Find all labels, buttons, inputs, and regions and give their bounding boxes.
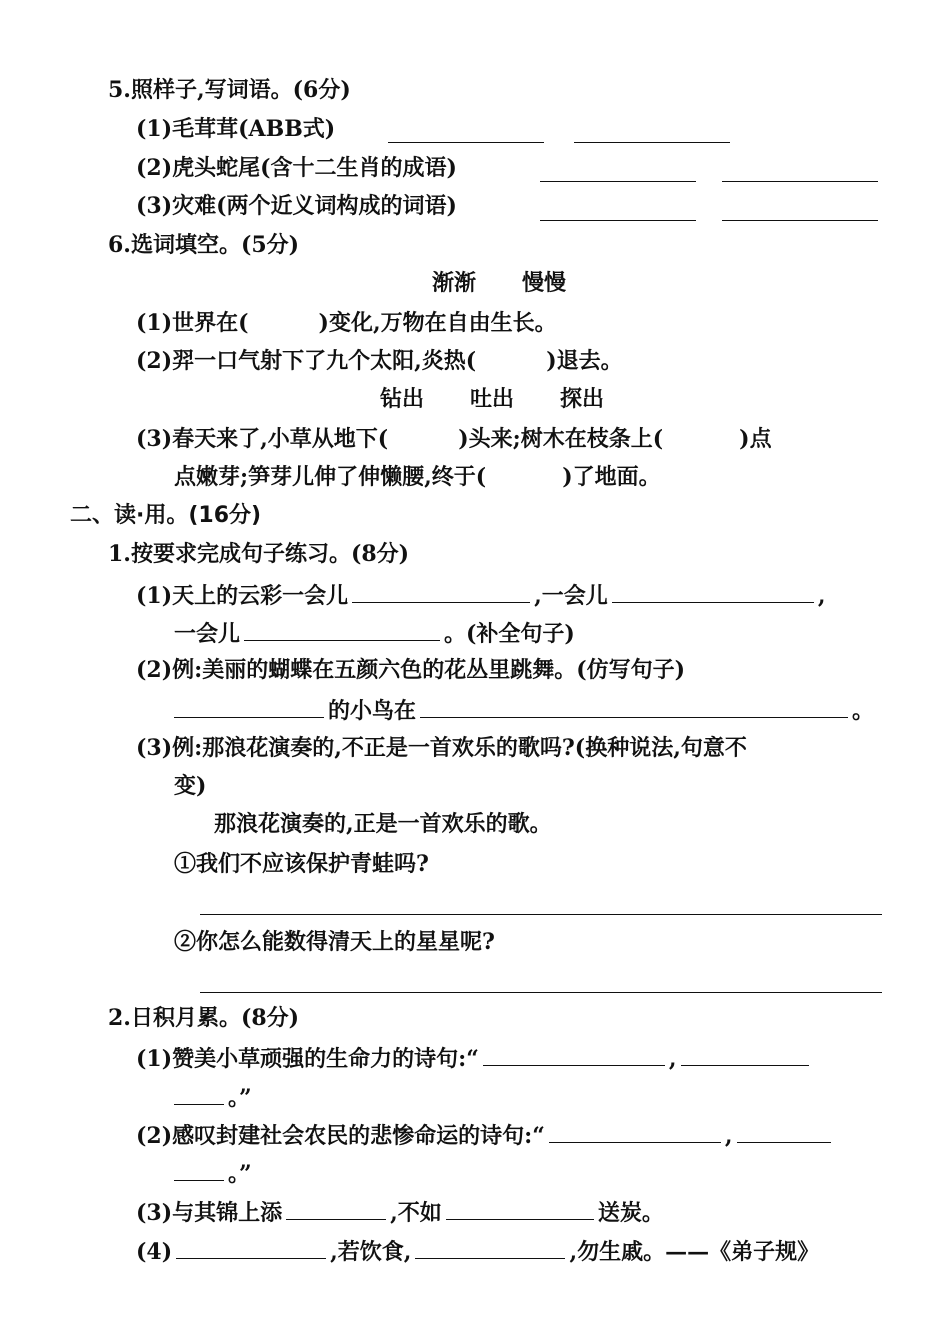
q6-item-2 bbox=[136, 347, 623, 375]
r2-item-1 bbox=[136, 1043, 813, 1073]
r1-1-b: ,一会儿 bbox=[534, 583, 608, 609]
r1-2-b: 的小鸟在 bbox=[328, 698, 417, 724]
r2-item-1-cont bbox=[174, 1082, 252, 1112]
q6-3-c: )点 bbox=[739, 426, 772, 452]
r1-item-3-q2: ②你怎么能数得清天上的星星呢? bbox=[174, 929, 495, 955]
r2-1-blank-2[interactable] bbox=[681, 1043, 809, 1066]
r1-1-a: (1)天上的云彩一会儿 bbox=[136, 583, 349, 609]
r1-1-blank-3[interactable] bbox=[244, 618, 440, 641]
section-2-title: 二、读·用。(16分) bbox=[70, 503, 262, 528]
q5-1-answer-2[interactable] bbox=[574, 142, 730, 143]
r2-item-4 bbox=[136, 1236, 819, 1266]
r2-item-3 bbox=[136, 1197, 664, 1227]
q6-2-post: )退去。 bbox=[546, 348, 623, 374]
r2-3-b: ,不如 bbox=[390, 1200, 442, 1226]
option-jianjian: 渐渐 bbox=[432, 270, 477, 296]
q6-3-a: (3)春天来了,小草从地下( bbox=[136, 426, 389, 452]
q6-2-pre: (2)羿一口气射下了九个太阳,炎热( bbox=[136, 348, 477, 374]
r1-item-1 bbox=[136, 580, 825, 610]
q5-3-answer-1[interactable] bbox=[540, 220, 696, 221]
q5-item-3: (3)灾难(两个近义词构成的词语) bbox=[136, 193, 457, 219]
r1-item-2: (2)例:美丽的蝴蝶在五颜六色的花丛里跳舞。(仿写句子) bbox=[136, 657, 686, 683]
r1-item-2-answer bbox=[174, 695, 874, 725]
r2-2-b: , bbox=[724, 1123, 733, 1149]
q6-title: 6.选词填空。(5分) bbox=[108, 232, 300, 258]
r2-item-2-cont bbox=[174, 1158, 252, 1188]
q5-1-answer-1[interactable] bbox=[388, 142, 544, 143]
r1-item-1-cont bbox=[174, 618, 575, 648]
r1-1-d: 一会儿 bbox=[174, 621, 241, 647]
r2-2-c: 。” bbox=[228, 1161, 252, 1187]
r1-item-3-q1: ①我们不应该保护青蛙吗? bbox=[174, 851, 429, 877]
r2-3-blank-1[interactable] bbox=[286, 1197, 386, 1220]
q6-word-options-1 bbox=[432, 269, 612, 297]
option-zuanchu: 钻出 bbox=[380, 386, 425, 412]
r1-item-3-example: 那浪花演奏的,正是一首欢乐的歌。 bbox=[214, 811, 552, 837]
r2-1-a: (1)赞美小草顽强的生命力的诗句:“ bbox=[136, 1046, 479, 1072]
q6-1-pre: (1)世界在( bbox=[136, 310, 249, 336]
q6-item-3 bbox=[136, 425, 772, 453]
r1-3-q1-answer-line[interactable] bbox=[200, 914, 882, 915]
r1-1-blank-2[interactable] bbox=[612, 580, 814, 603]
q5-item-2: (2)虎头蛇尾(含十二生肖的成语) bbox=[136, 155, 457, 181]
r2-title: 2.日积月累。(8分) bbox=[108, 1005, 300, 1031]
r1-2-blank-1[interactable] bbox=[174, 695, 324, 718]
r1-item-3-cont: 变) bbox=[174, 773, 207, 799]
r2-4-blank-1[interactable] bbox=[176, 1236, 326, 1259]
r1-title: 1.按要求完成句子练习。(8分) bbox=[108, 541, 410, 567]
r1-3-q2-answer-line[interactable] bbox=[200, 992, 882, 993]
option-manman: 慢慢 bbox=[522, 270, 567, 296]
r2-1-b: , bbox=[668, 1046, 677, 1072]
r2-3-c: 送炭。 bbox=[597, 1200, 664, 1226]
r1-1-e: 。(补全句子) bbox=[444, 621, 575, 647]
q5-title: 5.照样子,写词语。(6分) bbox=[108, 77, 351, 103]
q6-item-1 bbox=[136, 309, 557, 337]
q6-word-options-2 bbox=[380, 385, 650, 413]
r2-3-a: (3)与其锦上添 bbox=[136, 1200, 283, 1226]
r2-3-blank-2[interactable] bbox=[446, 1197, 594, 1220]
q6-1-post: )变化,万物在自由生长。 bbox=[318, 310, 557, 336]
r1-2-blank-2[interactable] bbox=[420, 695, 848, 718]
r2-1-blank-1[interactable] bbox=[483, 1043, 665, 1066]
q6-3-b: )头来;树木在枝条上( bbox=[458, 426, 664, 452]
r1-2-c: 。 bbox=[852, 698, 875, 724]
r1-1-blank-1[interactable] bbox=[352, 580, 530, 603]
q6-3-d: 点嫩芽;笋芽儿伸了伸懒腰,终于( bbox=[174, 464, 487, 490]
r2-2-a: (2)感叹封建社会农民的悲惨命运的诗句:“ bbox=[136, 1123, 545, 1149]
option-tuchu: 吐出 bbox=[470, 386, 515, 412]
r1-1-c: , bbox=[817, 583, 826, 609]
q6-3-e: )了地面。 bbox=[562, 464, 661, 490]
option-tanchu: 探出 bbox=[560, 386, 605, 412]
r2-item-2 bbox=[136, 1120, 835, 1150]
r1-item-3: (3)例:那浪花演奏的,不正是一首欢乐的歌吗?(换种说法,句意不 bbox=[136, 735, 747, 761]
q5-3-answer-2[interactable] bbox=[722, 220, 878, 221]
q6-item-3-cont bbox=[174, 463, 661, 491]
q5-2-answer-2[interactable] bbox=[722, 181, 878, 182]
r2-4-c: ,勿生戚。——《弟子规》 bbox=[569, 1239, 820, 1265]
q5-item-1: (1)毛茸茸(ABB式) bbox=[136, 116, 336, 142]
r2-2-blank-1[interactable] bbox=[549, 1120, 721, 1143]
r2-2-blank-3[interactable] bbox=[174, 1158, 224, 1181]
r2-1-blank-3[interactable] bbox=[174, 1082, 224, 1105]
r2-2-blank-2[interactable] bbox=[737, 1120, 831, 1143]
r2-4-a: (4) bbox=[136, 1239, 173, 1265]
q5-2-answer-1[interactable] bbox=[540, 181, 696, 182]
r2-4-b: ,若饮食, bbox=[330, 1239, 412, 1265]
r2-1-c: 。” bbox=[228, 1085, 252, 1111]
r2-4-blank-2[interactable] bbox=[415, 1236, 565, 1259]
